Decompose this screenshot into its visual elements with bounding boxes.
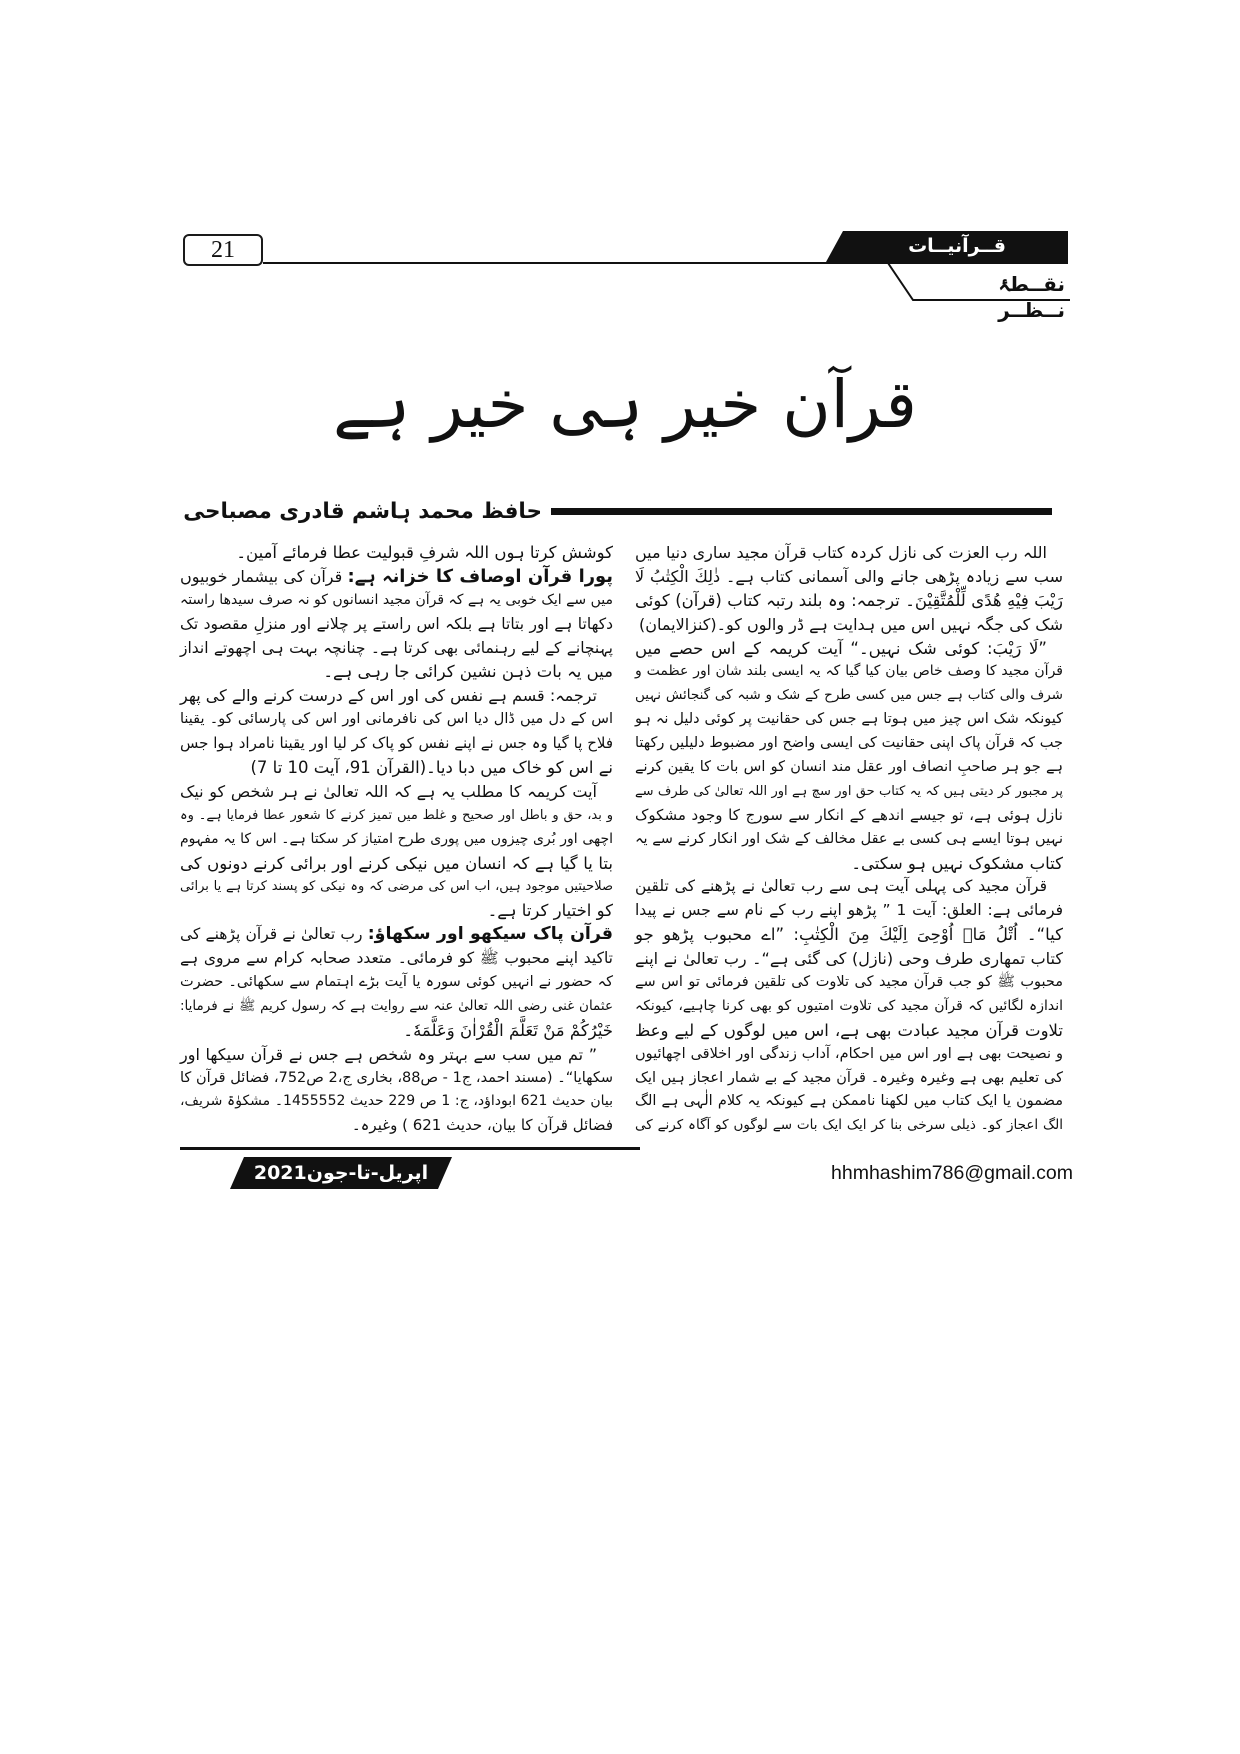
- article-line: اس کے دل میں ڈال دیا اس کی نافرمانی اور اس کی پارسائی کو۔ یقینا: [180, 711, 613, 728]
- article-title: قرآن خیر ہی خیر ہے: [333, 366, 917, 443]
- article-line: دکھاتا ہے اور بتاتا ہے بلکہ اس راستے پر چلانے اور منزلِ مقصود تک: [180, 614, 613, 633]
- article-line: ہے جو ہر صاحبِ انصاف اور عقل مند انسان کو اس بات کا یقین کرنے: [635, 759, 1063, 776]
- article-line: فرمائی ہے: العلق: آیت 1 ” پڑھو اپنے رب کے نام سے جس نے پیدا: [635, 901, 1063, 920]
- article-line: نے اس کو خاک میں دبا دیا۔(القرآن 91، آیت 10 تا 7): [250, 758, 613, 778]
- article-line: و نصیحت بھی ہے اور اس میں احکام، آداب زندگی اور اخلاقی اچھائیوں: [635, 1045, 1063, 1062]
- article-line: رَيْبَ فِيْهِ هُدًى لِّلْمُتَّقِيْنَ۔ ترجمہ: وہ بلند رتبہ کتاب (قرآن) کوئی: [635, 590, 1063, 610]
- article-line: بیان حدیث 621 ابوداؤد، ج: 1 ص 229 حدیث 1455552۔ مشکوٰۃ شریف،: [180, 1093, 614, 1110]
- article-line: اچھی اور بُری چیزوں میں پوری طرح امتیاز کر سکتا ہے۔ اس کا یہ مفہوم: [180, 830, 613, 847]
- article-line: خَيْرُكُمْ مَنْ تَعَلَّمَ الْقُرْاٰنَ وَعَلَّمَهٗ۔: [403, 1020, 613, 1040]
- article-line: الگ اعجاز کو۔ ذیلی سرخی بنا کر ایک ایک بات سے لوگوں کو آگاہ کرنے کی: [635, 1117, 1063, 1134]
- article-line: [180, 565, 613, 589]
- article-line: ” تم میں سب سے بہتر وہ شخص ہے جس نے قرآن سیکھا اور: [180, 1044, 597, 1064]
- article-line: سکھایا“۔ (مسند احمد، ج1 - ص88، بخاری ج،2 ص752، فضائل قرآن کا: [180, 1069, 613, 1086]
- article-line-text: رب تعالیٰ نے قرآن پڑھنے کی: [180, 925, 363, 944]
- author-rule: [551, 508, 1052, 515]
- article-line: شک کی جگہ نہیں اس میں ہدایت ہے ڈر والوں کو۔(کنزالایمان): [639, 614, 1063, 634]
- article-line: قرآن مجید کی پہلی آیت ہی سے رب تعالیٰ نے پڑھنے کی تلقین: [635, 877, 1047, 896]
- author-email: hhmhashim786@gmail.com: [831, 1162, 1073, 1184]
- article-line: فلاح پا گیا وہ جس نے اپنے نفس کو پاک کر لیا اور یقینا نامراد ہوا جس: [180, 734, 613, 753]
- article-line: مضمون یا ایک کتاب میں لکھنا ناممکن ہے کیونکہ یہ کلام الٰہی ہے الگ: [635, 1093, 1063, 1110]
- article-author: حافظ محمد ہاشم قادری مصباحی: [183, 499, 542, 524]
- article-line: نازل ہوئی ہے، تو جیسے اندھے کے انکار سے سورج کا وجود مشکوک: [635, 805, 1063, 824]
- article-line: عثمان غنی رضی اللہ تعالیٰ عنہ سے روایت ہے کہ رسول کریم ﷺ نے فرمایا:: [180, 997, 613, 1014]
- article-line: تاکید اپنے محبوب ﷺ کو فرمائی۔ متعدد صحابہ کرام سے مروی ہے: [180, 949, 613, 968]
- subheading: پورا قرآن اوصاف کا خزانہ ہے:: [347, 565, 614, 587]
- article-line: بتا یا گیا ہے کہ انسان میں نیکی کرنے اور برائی کرنے دونوں کی: [180, 853, 613, 873]
- article-line: نہیں ہوتا ایسے ہی کسی بے عقل مخالف کے شک اور انکار کرنے سے یہ: [635, 830, 1063, 847]
- column-right: [635, 541, 1063, 1138]
- subsection-label: نقــطۂ نــظــر: [998, 272, 1065, 322]
- section-label: قــرآنیــات: [908, 235, 1006, 257]
- article-line: کیا“۔ اُتْلُ مَاۤ اُوْحِیَ اِلَیْكَ مِنَ الْكِتٰبِ: ”اے محبوب پڑھو جو: [635, 925, 1063, 945]
- article-line: سب سے زیادہ پڑھی جانے والی آسمانی کتاب ہے۔ ذٰلِكَ الْكِتٰبُ لَا: [635, 566, 1063, 586]
- article-line: کو اختیار کرتا ہے۔: [487, 901, 613, 921]
- article-line: پر مجبور کر دیتی ہیں کہ یہ کتاب حق اور سچ ہے اور اللہ تعالیٰ کی طرف سے: [635, 783, 1063, 799]
- article-line: اللہ رب العزت کی نازل کردہ کتاب قرآن مجید ساری دنیا میں: [635, 543, 1047, 562]
- article-line: تلاوت قرآن مجید عبادت بھی ہے، اس میں لوگوں کے لیے وعظ: [635, 1020, 1063, 1040]
- article-line: میں سے ایک خوبی یہ ہے کہ قرآن مجید انسانوں کو نہ صرف سیدھا راستہ: [180, 591, 613, 608]
- article-line: و بد، حق و باطل اور صحیح و غلط میں تمیز کرنے کا شعور عطا فرمایا ہے۔ وہ: [180, 807, 613, 823]
- article-line: جب کہ قرآن پاک اپنی حقانیت کی ایسی واضح اور مضبوط دلیلیں رکھتا: [635, 735, 1063, 752]
- article-line: [180, 923, 613, 947]
- article-line: ترجمہ: قسم ہے نفس کی اور اس کے درست کرنے والے کی پھر: [180, 686, 597, 706]
- column-left: [180, 541, 613, 1138]
- article-line: شرف والی کتاب ہے جس میں کسی طرح کے شک و شبہ کی گنجائش نہیں: [635, 687, 1063, 704]
- article-line-text: قرآن کی بیشمار خوبیوں: [180, 566, 343, 586]
- article-line: صلاحیتیں موجود ہیں، اب اس کی مرضی کہ وہ نیکی کو پسند کرتا ہے یا برائی: [180, 879, 613, 895]
- article-line: کی تعلیم بھی ہے وغیرہ وغیرہ۔ قرآن مجید کے بے شمار اعجاز ہیں ایک: [635, 1069, 1063, 1086]
- article-line: پہنچانے کے لیے رہنمائی بھی کرتا ہے۔ چنانچہ بہت ہی اچھوتے انداز: [180, 638, 613, 657]
- article-line: اندازہ لگائیں کہ قرآن مجید کی تلاوت امتیوں کو بھی کرنا چاہیے، کیونکہ: [635, 997, 1063, 1014]
- article-line: میں یہ بات ذہن نشین کرائی جا رہی ہے۔: [323, 662, 613, 682]
- page-number: 21: [183, 234, 263, 266]
- article-line: کہ حضور نے انہیں کوئی سورہ یا آیت بڑے اہتمام سے سکھائی۔ حضرت: [180, 974, 613, 991]
- issue-date: اپریل-تا-جون2021: [253, 1162, 429, 1184]
- article-line: کیونکہ شک اس چیز میں ہوتا ہے جس کی حقانیت پر کوئی دلیل نہ ہو: [635, 711, 1063, 728]
- article-line: فضائل قرآن کا بیان، حدیث 621 ) وغیرہ۔: [351, 1116, 613, 1135]
- subheading: قرآن پاک سیکھو اور سکھاؤ:: [367, 924, 614, 945]
- article-line: آیت کریمہ کا مطلب یہ ہے کہ اللہ تعالیٰ نے ہر شخص کو نیک: [180, 781, 597, 801]
- footer-rule: [180, 1147, 640, 1150]
- article-line: کوشش کرتا ہوں اللہ شرفِ قبولیت عطا فرمائے آمین۔: [236, 543, 613, 562]
- article-line: ”لَا رَیْبَ: کوئی شک نہیں۔“ آیت کریمہ کے اس حصے میں: [635, 638, 1047, 658]
- article-line: محبوب ﷺ کو جب قرآن مجید کی تلاوت کی تلقین فرمائی تو اس سے: [635, 974, 1063, 991]
- article-line: کتاب تمھاری طرف وحی (نازل) کی گئی ہے“۔ رب تعالیٰ نے اپنے: [635, 949, 1063, 969]
- article-line: کتاب مشکوک نہیں ہو سکتی۔: [851, 853, 1063, 873]
- article-line: قرآن مجید کا وصف خاص بیان کیا گیا کہ یہ ایسی بلند شان اور عظمت و: [635, 663, 1063, 680]
